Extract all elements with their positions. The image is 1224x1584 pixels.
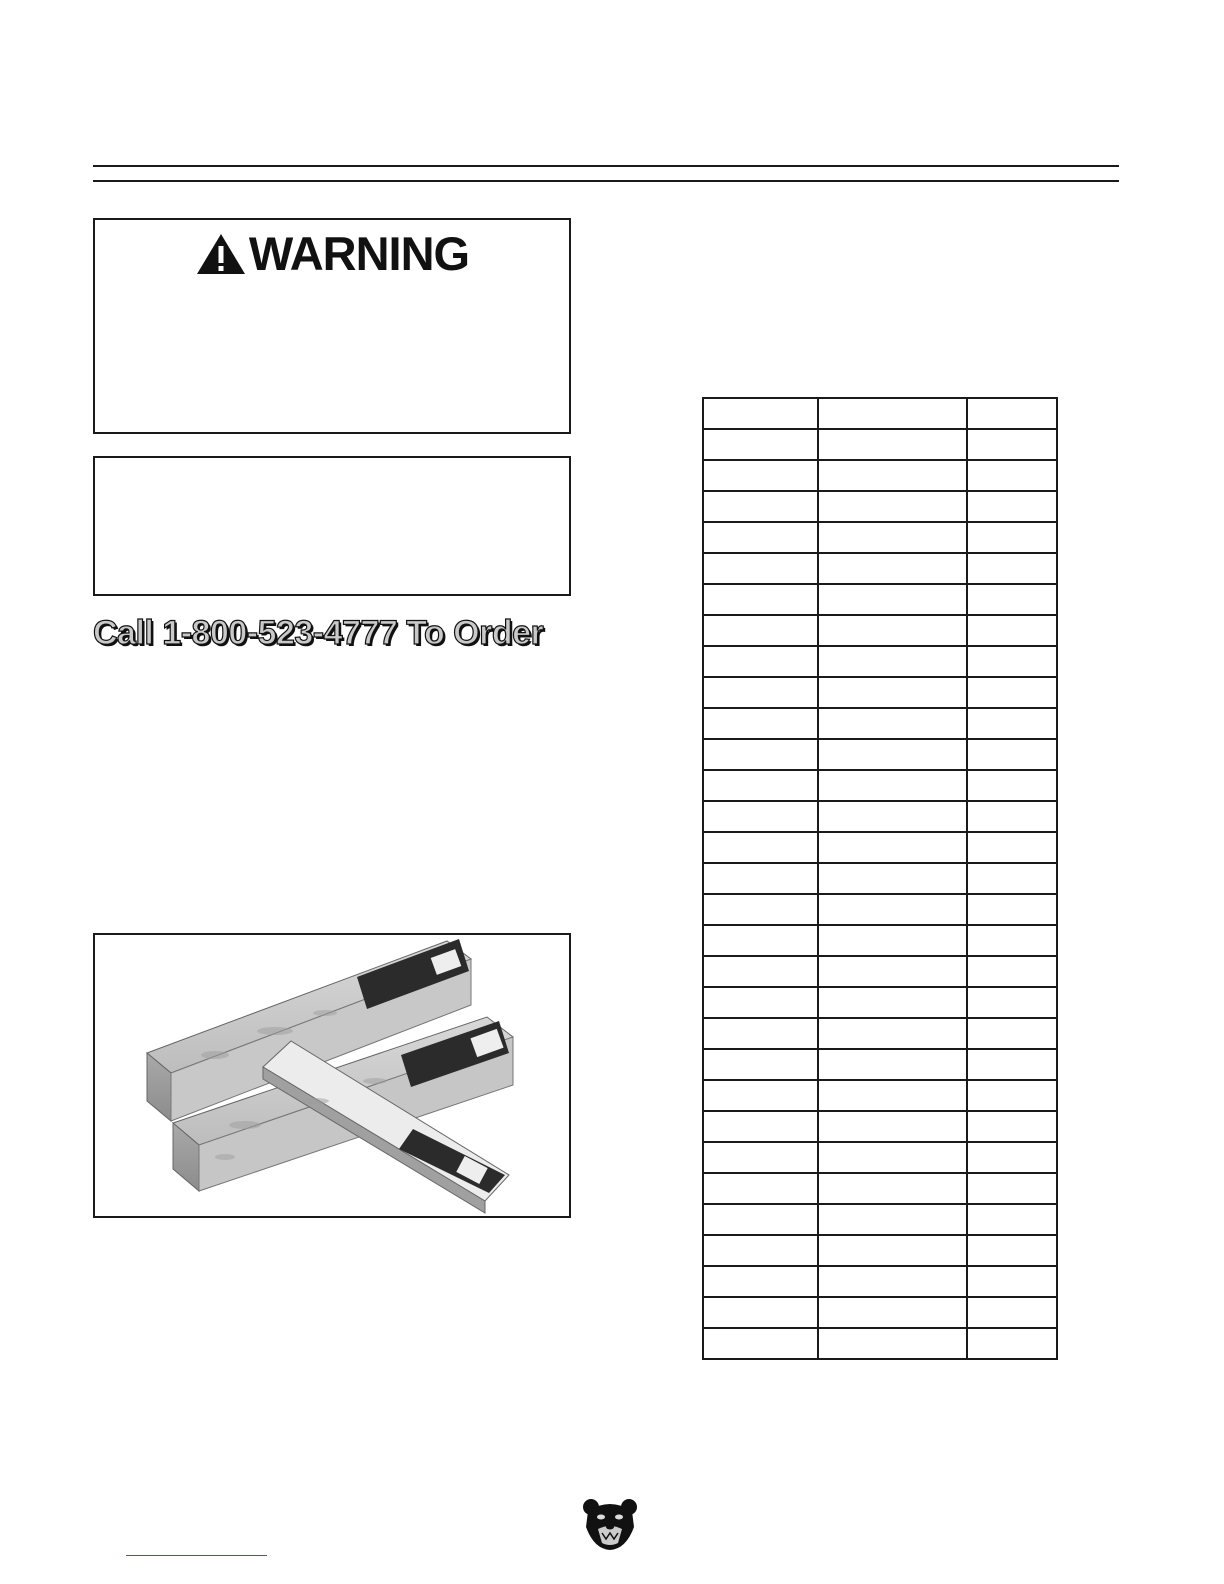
table-cell [818,832,967,863]
table-cell [967,1173,1057,1204]
table-cell [967,1297,1057,1328]
table-cell [703,1235,818,1266]
table-cell [703,615,818,646]
table-cell [703,522,818,553]
table-row [703,1173,1057,1204]
table-cell [818,956,967,987]
table-cell [818,1235,967,1266]
bear-head-logo-icon [582,1497,638,1551]
table-cell [967,491,1057,522]
table-cell [967,1235,1057,1266]
table-cell [703,708,818,739]
table-cell [818,1018,967,1049]
table-row [703,522,1057,553]
table-cell [818,708,967,739]
table-cell [703,491,818,522]
table-cell [967,739,1057,770]
header-rule-top [93,165,1119,167]
warning-title: WARNING [248,227,470,280]
table-cell [703,646,818,677]
table-cell [818,584,967,615]
table-cell [967,863,1057,894]
table-cell [818,677,967,708]
table-cell [967,522,1057,553]
table-cell [967,1049,1057,1080]
parts-table [702,397,1058,1360]
notice-box [93,456,571,596]
table-cell [818,863,967,894]
table-cell [703,1111,818,1142]
table-cell [818,801,967,832]
table-row [703,615,1057,646]
table-cell [703,1204,818,1235]
product-photo-box [93,933,571,1218]
table-cell [967,1142,1057,1173]
table-row [703,1297,1057,1328]
table-cell [703,894,818,925]
table-cell [818,1173,967,1204]
table-cell [703,832,818,863]
table-row [703,956,1057,987]
table-cell [967,801,1057,832]
table-cell [967,1328,1057,1359]
table-cell [703,770,818,801]
table-cell [703,1080,818,1111]
table-row [703,584,1057,615]
table-cell [703,677,818,708]
table-row [703,739,1057,770]
table-row [703,1204,1057,1235]
table-cell [703,1266,818,1297]
table-row [703,801,1057,832]
table-cell [818,1111,967,1142]
warning-triangle-icon [195,232,247,276]
table-cell [818,894,967,925]
table-row [703,770,1057,801]
table-cell [967,987,1057,1018]
warning-header [95,228,569,280]
table-cell [818,491,967,522]
table-row [703,832,1057,863]
table-cell [703,1328,818,1359]
table-cell [967,770,1057,801]
table-cell [703,801,818,832]
table-cell [818,460,967,491]
table-row [703,677,1057,708]
table-cell [818,615,967,646]
table-cell [703,1142,818,1173]
warning-box [93,218,571,434]
table-row [703,646,1057,677]
table-row [703,894,1057,925]
table-cell [703,584,818,615]
table-cell [818,1204,967,1235]
table-cell [967,584,1057,615]
table-cell [818,925,967,956]
table-cell [818,1266,967,1297]
table-cell [967,553,1057,584]
table-cell [703,553,818,584]
table-cell [703,739,818,770]
table-cell [818,646,967,677]
table-cell [703,460,818,491]
table-cell [967,1018,1057,1049]
table-cell [818,1297,967,1328]
table-cell [703,398,818,429]
table-cell [703,1173,818,1204]
table-cell [967,398,1057,429]
table-cell [818,1142,967,1173]
footer-link-underline[interactable] [126,1555,267,1556]
table-cell [703,1297,818,1328]
table-cell [818,553,967,584]
table-cell [967,894,1057,925]
table-row [703,460,1057,491]
table-cell [703,863,818,894]
table-cell [703,987,818,1018]
table-cell [703,956,818,987]
table-row [703,1266,1057,1297]
table-row [703,1328,1057,1359]
table-row [703,491,1057,522]
table-cell [818,522,967,553]
table-cell [967,1266,1057,1297]
table-cell [818,739,967,770]
table-row [703,1111,1057,1142]
table-cell [967,429,1057,460]
table-cell [967,1080,1057,1111]
table-row [703,1235,1057,1266]
table-row [703,1018,1057,1049]
table-cell [967,460,1057,491]
header-rule-bottom [93,180,1119,182]
table-cell [703,1018,818,1049]
table-cell [703,429,818,460]
table-row [703,863,1057,894]
table-cell [818,770,967,801]
table-row [703,429,1057,460]
table-row [703,1080,1057,1111]
table-cell [818,1328,967,1359]
table-cell [967,708,1057,739]
table-row [703,553,1057,584]
table-cell [967,956,1057,987]
table-cell [818,1049,967,1080]
order-phone-banner: Call 1-800-523-4777 To Order [93,614,544,652]
table-cell [967,646,1057,677]
abrasive-cleaning-sticks-photo [95,935,569,1216]
table-row [703,1142,1057,1173]
table-cell [703,925,818,956]
table-cell [967,677,1057,708]
table-cell [818,429,967,460]
table-row [703,1049,1057,1080]
table-cell [967,1111,1057,1142]
table-row [703,987,1057,1018]
table-cell [703,1049,818,1080]
table-cell [967,832,1057,863]
table-row [703,708,1057,739]
table-cell [818,1080,967,1111]
table-row [703,398,1057,429]
table-cell [967,615,1057,646]
table-cell [967,925,1057,956]
table-row [703,925,1057,956]
table-cell [818,987,967,1018]
table-cell [967,1204,1057,1235]
table-cell [818,398,967,429]
